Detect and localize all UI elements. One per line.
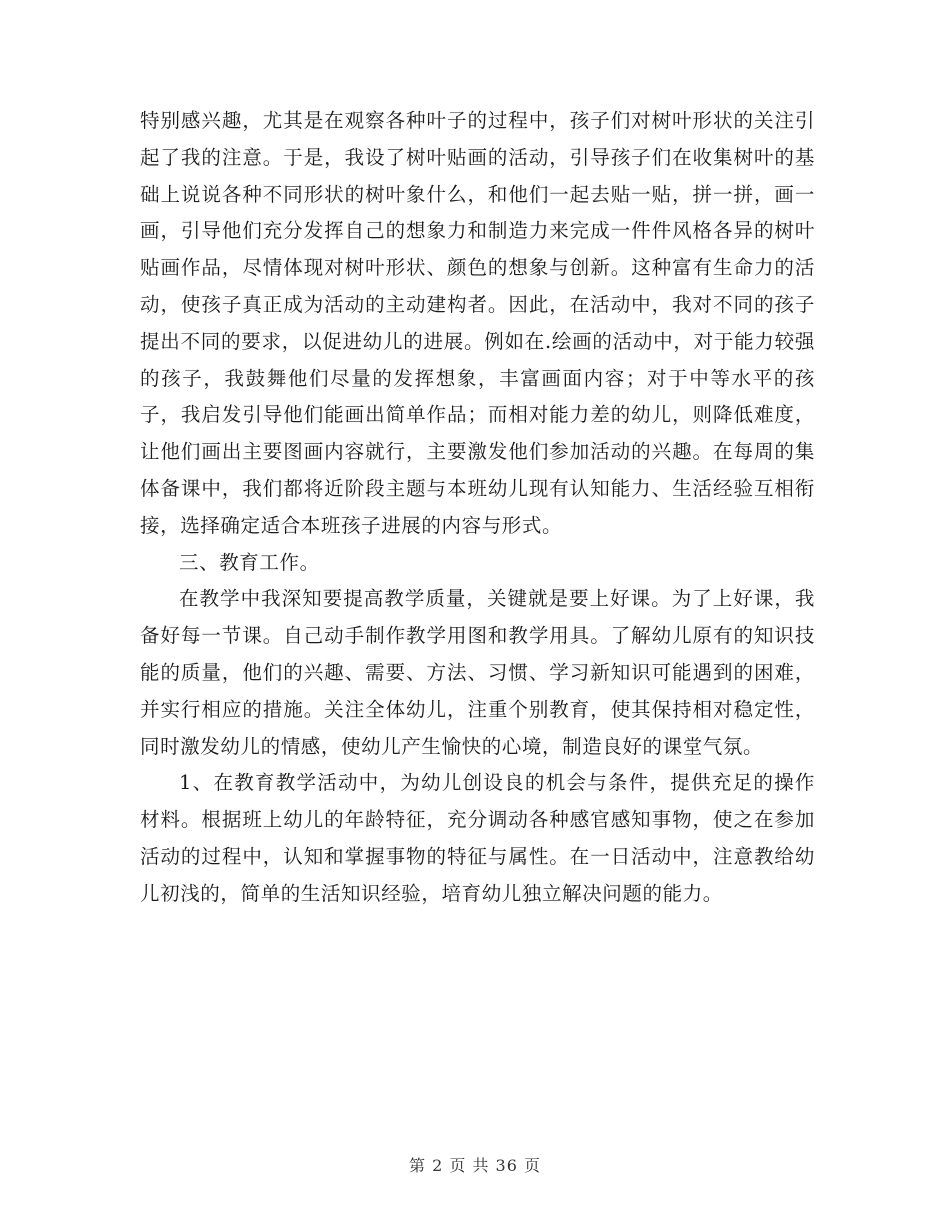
paragraph-teaching-quality: 在教学中我深知要提高教学质量，关键就是要上好课。为了上好课，我备好每一节课。自己动手制作教学用图和教学用具。了解幼儿原有的知识技能的质量，他们的兴趣、需要、方法、习惯、学习新知识可能遇到的困难，并实行相应的措施。关注全体幼儿，注重个别教育，使其保持相对稳定性，同时激发幼儿的情感，使幼儿产生愉快的心境，制造良好的课堂气氛。 bbox=[140, 587, 815, 758]
document-body bbox=[140, 103, 815, 913]
section-heading-education-work: 三、教育工作。 bbox=[179, 550, 320, 574]
paragraph-activity-conditions: 1、在教育教学活动中，为幼儿创设良的机会与条件，提供充足的操作材料。根据班上幼儿的年龄特征，充分调动各种感官感知事物，使之在参加活动的过程中，认知和掌握事物的特征与属性。在一日活动中，注意教给幼儿初浅的，简单的生活知识经验，培育幼儿独立解决问题的能力。 bbox=[140, 771, 815, 905]
paragraph-leaf-collage: 特别感兴趣，尤其是在观察各种叶子的过程中，孩子们对树叶形状的关注引起了我的注意。于是，我设了树叶贴画的活动，引导孩子们在收集树叶的基础上说说各种不同形状的树叶象什么，和他们一起去贴一贴，拼一拼，画一画，引导他们充分发挥自己的想象力和制造力来完成一件件风格各异的树叶贴画作品，尽情体现对树叶形状、颜色的想象与创新。这种富有生命力的活动，使孩子真正成为活动的主动建构者。因此，在活动中，我对不同的孩子提出不同的要求，以促进幼儿的进展。例如在.绘画的活动中，对于能力较强的孩子，我鼓舞他们尽量的发挥想象，丰富画面内容；对于中等水平的孩子，我启发引导他们能画出简单作品；而相对能力差的幼儿，则降低难度，让他们画出主要图画内容就行，主要激发他们参加活动的兴趣。在每周的集体备课中，我们都将近阶段主题与本班幼儿现有认知能力、生活经验互相衔接，选择确定适合本班孩子进展的内容与形式。 bbox=[140, 109, 815, 537]
page-number-footer: 第 2 页 共 36 页 bbox=[409, 1156, 541, 1175]
